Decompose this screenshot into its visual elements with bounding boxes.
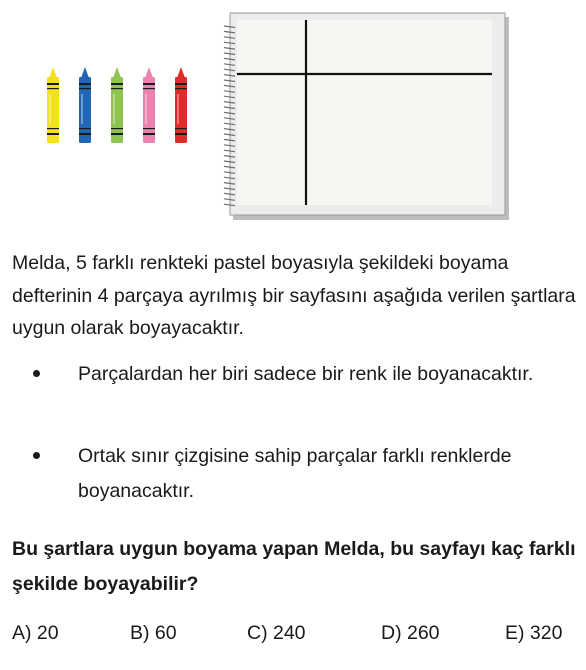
notebook-page <box>237 20 492 205</box>
crayon-pink-icon <box>143 67 155 143</box>
bullet-dot-icon <box>33 452 40 459</box>
bullet-dot-icon <box>33 370 40 377</box>
option-a[interactable]: A) 20 <box>12 622 59 644</box>
crayon-green-icon <box>111 67 123 143</box>
option-d[interactable]: D) 260 <box>381 622 440 644</box>
crayons-illustration <box>44 66 194 146</box>
problem-illustration <box>0 0 586 230</box>
rule-text: Ortak sınır çizgisine sahip parçalar farklı renklerde boyanacaktır. <box>78 445 512 502</box>
question-text: Bu şartlara uygun boyama yapan Melda, bu sayfayı kaç farklı şekilde boyayabilir? <box>12 538 576 595</box>
option-c[interactable]: C) 240 <box>247 622 306 644</box>
option-b[interactable]: B) 60 <box>130 622 177 644</box>
crayon-yellow-icon <box>47 67 59 143</box>
answer-options <box>0 618 586 648</box>
crayon-blue-icon <box>79 67 91 143</box>
problem-intro-text: Melda, 5 farklı renkteki pastel boyasıyla şekildeki boyama defterinin 4 parçaya ayrılmış bir sayfasını aşağıda verilen şartlara uygun olarak boyayacaktır. <box>12 252 576 339</box>
option-e[interactable]: E) 320 <box>505 622 563 644</box>
rule-text: Parçalardan her biri sadece bir renk ile boyanacaktır. <box>78 363 534 385</box>
crayon-red-icon <box>175 67 187 143</box>
coloring-notebook-page <box>222 8 512 222</box>
